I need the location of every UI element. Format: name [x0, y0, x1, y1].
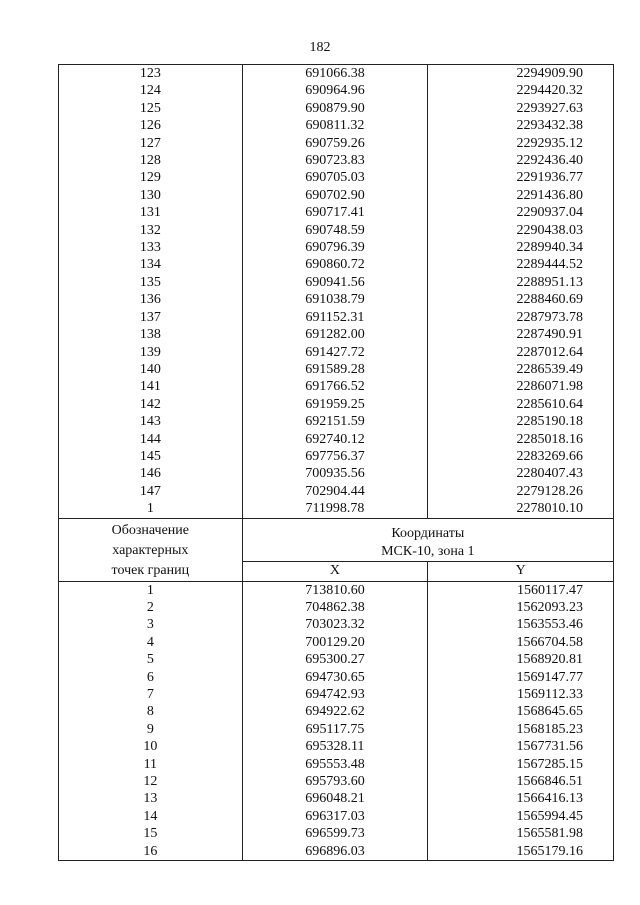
- table-row: [59, 465, 614, 482]
- point-cell: 129: [59, 169, 243, 186]
- y-coordinate-cell: 1566704.58: [428, 634, 614, 651]
- point-cell: 132: [59, 222, 243, 239]
- point-cell: 124: [59, 82, 243, 99]
- table-row: [59, 773, 614, 790]
- x-coordinate-cell: 695328.11: [242, 738, 428, 755]
- table-row: [59, 431, 614, 448]
- table-row: [59, 361, 614, 378]
- table-row: [59, 669, 614, 686]
- y-coordinate-cell: 2289444.52: [428, 256, 614, 273]
- x-coordinate-cell: 690717.41: [242, 204, 428, 221]
- y-coordinate-cell: 2280407.43: [428, 465, 614, 482]
- x-coordinate-cell: 690879.90: [242, 100, 428, 117]
- table-row: [59, 82, 614, 99]
- y-coordinate-cell: 1569112.33: [428, 686, 614, 703]
- y-coordinate-cell: 1567731.56: [428, 738, 614, 755]
- x-coordinate-cell: 690702.90: [242, 187, 428, 204]
- table-row: [59, 721, 614, 738]
- point-cell: 15: [59, 825, 243, 842]
- points-header-line-2: характерных: [112, 542, 189, 558]
- x-coordinate-cell: 690705.03: [242, 169, 428, 186]
- table-row: [59, 825, 614, 842]
- point-cell: 16: [59, 843, 243, 861]
- x-coordinate-cell: 695117.75: [242, 721, 428, 738]
- y-coordinate-cell: 2293432.38: [428, 117, 614, 134]
- x-coordinate-cell: 702904.44: [242, 483, 428, 500]
- point-cell: 128: [59, 152, 243, 169]
- table-row: [59, 222, 614, 239]
- table-row: [59, 396, 614, 413]
- x-coordinate-cell: 692151.59: [242, 413, 428, 430]
- table-row: [59, 599, 614, 616]
- x-coordinate-cell: 696599.73: [242, 825, 428, 842]
- table-row: [59, 309, 614, 326]
- table-row: [59, 686, 614, 703]
- y-coordinate-cell: 1568920.81: [428, 651, 614, 668]
- y-coordinate-cell: 2293927.63: [428, 100, 614, 117]
- point-cell: 125: [59, 100, 243, 117]
- table-row: [59, 808, 614, 825]
- table-row: [59, 651, 614, 668]
- point-cell: 139: [59, 344, 243, 361]
- point-cell: 9: [59, 721, 243, 738]
- x-coordinate-cell: 691282.00: [242, 326, 428, 343]
- section-2-rows: [59, 581, 614, 861]
- x-coordinate-cell: 700129.20: [242, 634, 428, 651]
- point-cell: 135: [59, 274, 243, 291]
- x-coordinate-cell: 691066.38: [242, 65, 428, 83]
- point-cell: 10: [59, 738, 243, 755]
- x-coordinate-cell: 691152.31: [242, 309, 428, 326]
- y-coordinate-cell: 2287973.78: [428, 309, 614, 326]
- y-coordinate-cell: 1562093.23: [428, 599, 614, 616]
- point-cell: 146: [59, 465, 243, 482]
- table-row: [59, 448, 614, 465]
- table-row: [59, 256, 614, 273]
- x-coordinate-cell: 690964.96: [242, 82, 428, 99]
- table-row: [59, 843, 614, 861]
- point-cell: 13: [59, 790, 243, 807]
- x-coordinate-cell: 691959.25: [242, 396, 428, 413]
- y-coordinate-cell: 1566416.13: [428, 790, 614, 807]
- point-cell: 136: [59, 291, 243, 308]
- y-coordinate-cell: 2290937.04: [428, 204, 614, 221]
- y-coordinate-cell: 2288460.69: [428, 291, 614, 308]
- point-cell: 133: [59, 239, 243, 256]
- x-coordinate-cell: 690748.59: [242, 222, 428, 239]
- x-coordinate-cell: 696896.03: [242, 843, 428, 861]
- table-row: [59, 790, 614, 807]
- point-cell: 130: [59, 187, 243, 204]
- point-cell: 141: [59, 378, 243, 395]
- x-coordinate-cell: 694922.62: [242, 703, 428, 720]
- y-coordinate-cell: 1569147.77: [428, 669, 614, 686]
- points-header: [59, 518, 243, 581]
- coordinates-header-system: МСК-10, зона 1: [381, 543, 475, 559]
- x-coordinate-cell: 690941.56: [242, 274, 428, 291]
- y-coordinate-cell: 1563553.46: [428, 616, 614, 633]
- x-coordinate-cell: 696048.21: [242, 790, 428, 807]
- y-coordinate-cell: 2294909.90: [428, 65, 614, 83]
- coordinates-header: [242, 518, 613, 561]
- y-coordinate-cell: 1566846.51: [428, 773, 614, 790]
- y-coordinate-cell: 2279128.26: [428, 483, 614, 500]
- x-coordinate-cell: 690759.26: [242, 135, 428, 152]
- x-coordinate-cell: 703023.32: [242, 616, 428, 633]
- table-row: [59, 65, 614, 83]
- point-cell: 145: [59, 448, 243, 465]
- table-row: [59, 634, 614, 651]
- points-header-line-3: точек границ: [111, 562, 190, 578]
- x-coordinate-cell: 692740.12: [242, 431, 428, 448]
- x-coordinate-cell: 694742.93: [242, 686, 428, 703]
- point-cell: 4: [59, 634, 243, 651]
- point-cell: 5: [59, 651, 243, 668]
- y-coordinate-cell: 2292935.12: [428, 135, 614, 152]
- y-coordinate-cell: 1567285.15: [428, 756, 614, 773]
- point-cell: 14: [59, 808, 243, 825]
- y-coordinate-cell: 2278010.10: [428, 500, 614, 518]
- table-row: [59, 204, 614, 221]
- table-row: [59, 100, 614, 117]
- table-row: [59, 483, 614, 500]
- coordinates-header-title: Координаты: [391, 525, 465, 541]
- table-header: [59, 518, 614, 581]
- x-coordinate-cell: 690860.72: [242, 256, 428, 273]
- y-coordinate-cell: 2292436.40: [428, 152, 614, 169]
- y-column-header: Y: [428, 561, 614, 581]
- x-coordinate-cell: 690796.39: [242, 239, 428, 256]
- point-cell: 3: [59, 616, 243, 633]
- y-coordinate-cell: 2291436.80: [428, 187, 614, 204]
- table-row: [59, 413, 614, 430]
- y-coordinate-cell: 2294420.32: [428, 82, 614, 99]
- y-coordinate-cell: 2287490.91: [428, 326, 614, 343]
- y-coordinate-cell: 2288951.13: [428, 274, 614, 291]
- point-cell: 126: [59, 117, 243, 134]
- point-cell: 137: [59, 309, 243, 326]
- x-coordinate-cell: 690811.32: [242, 117, 428, 134]
- x-coordinate-cell: 695793.60: [242, 773, 428, 790]
- point-cell: 143: [59, 413, 243, 430]
- y-coordinate-cell: 2290438.03: [428, 222, 614, 239]
- x-coordinate-cell: 696317.03: [242, 808, 428, 825]
- y-coordinate-cell: 2283269.66: [428, 448, 614, 465]
- x-coordinate-cell: 713810.60: [242, 581, 428, 599]
- y-coordinate-cell: 2286539.49: [428, 361, 614, 378]
- y-coordinate-cell: 2285018.16: [428, 431, 614, 448]
- table-row: [59, 326, 614, 343]
- y-coordinate-cell: 1565179.16: [428, 843, 614, 861]
- point-cell: 131: [59, 204, 243, 221]
- point-cell: 12: [59, 773, 243, 790]
- point-cell: 11: [59, 756, 243, 773]
- page-number: 182: [309, 40, 331, 55]
- x-coordinate-cell: 694730.65: [242, 669, 428, 686]
- x-coordinate-cell: 691427.72: [242, 344, 428, 361]
- table-row: [59, 344, 614, 361]
- y-coordinate-cell: 2286071.98: [428, 378, 614, 395]
- point-cell: 147: [59, 483, 243, 500]
- table-row: [59, 239, 614, 256]
- point-cell: 127: [59, 135, 243, 152]
- x-coordinate-cell: 691766.52: [242, 378, 428, 395]
- table-row: [59, 135, 614, 152]
- point-cell: 134: [59, 256, 243, 273]
- table-row: [59, 703, 614, 720]
- table-row: [59, 152, 614, 169]
- table-row: [59, 187, 614, 204]
- point-cell: 2: [59, 599, 243, 616]
- y-coordinate-cell: 2287012.64: [428, 344, 614, 361]
- point-cell: 8: [59, 703, 243, 720]
- table-row: [59, 274, 614, 291]
- point-cell: 144: [59, 431, 243, 448]
- points-header-line-1: Обозначение: [111, 522, 190, 538]
- section-1-rows: [59, 65, 614, 519]
- point-cell: 7: [59, 686, 243, 703]
- y-coordinate-cell: 1560117.47: [428, 581, 614, 599]
- point-cell: 123: [59, 65, 243, 83]
- point-cell: 1: [59, 581, 243, 599]
- table-row: [59, 291, 614, 308]
- x-coordinate-cell: 691589.28: [242, 361, 428, 378]
- x-coordinate-cell: 690723.83: [242, 152, 428, 169]
- y-coordinate-cell: 2285190.18: [428, 413, 614, 430]
- x-coordinate-cell: 711998.78: [242, 500, 428, 518]
- table-row: [59, 169, 614, 186]
- table-row: [59, 378, 614, 395]
- x-coordinate-cell: 700935.56: [242, 465, 428, 482]
- x-coordinate-cell: 704862.38: [242, 599, 428, 616]
- x-coordinate-cell: 695553.48: [242, 756, 428, 773]
- point-cell: 140: [59, 361, 243, 378]
- point-cell: 142: [59, 396, 243, 413]
- coordinates-table: [58, 64, 614, 861]
- x-coordinate-cell: 695300.27: [242, 651, 428, 668]
- table-row: [59, 616, 614, 633]
- point-cell: 138: [59, 326, 243, 343]
- table-row: [59, 738, 614, 755]
- table-row: [59, 117, 614, 134]
- y-coordinate-cell: 2285610.64: [428, 396, 614, 413]
- y-coordinate-cell: 2291936.77: [428, 169, 614, 186]
- x-column-header: X: [242, 561, 428, 581]
- table-row: [59, 756, 614, 773]
- table-row: [59, 581, 614, 599]
- y-coordinate-cell: 1568185.23: [428, 721, 614, 738]
- y-coordinate-cell: 1565994.45: [428, 808, 614, 825]
- y-coordinate-cell: 1568645.65: [428, 703, 614, 720]
- x-coordinate-cell: 697756.37: [242, 448, 428, 465]
- point-cell: 1: [59, 500, 243, 518]
- point-cell: 6: [59, 669, 243, 686]
- table-row: [59, 500, 614, 518]
- y-coordinate-cell: 2289940.34: [428, 239, 614, 256]
- y-coordinate-cell: 1565581.98: [428, 825, 614, 842]
- x-coordinate-cell: 691038.79: [242, 291, 428, 308]
